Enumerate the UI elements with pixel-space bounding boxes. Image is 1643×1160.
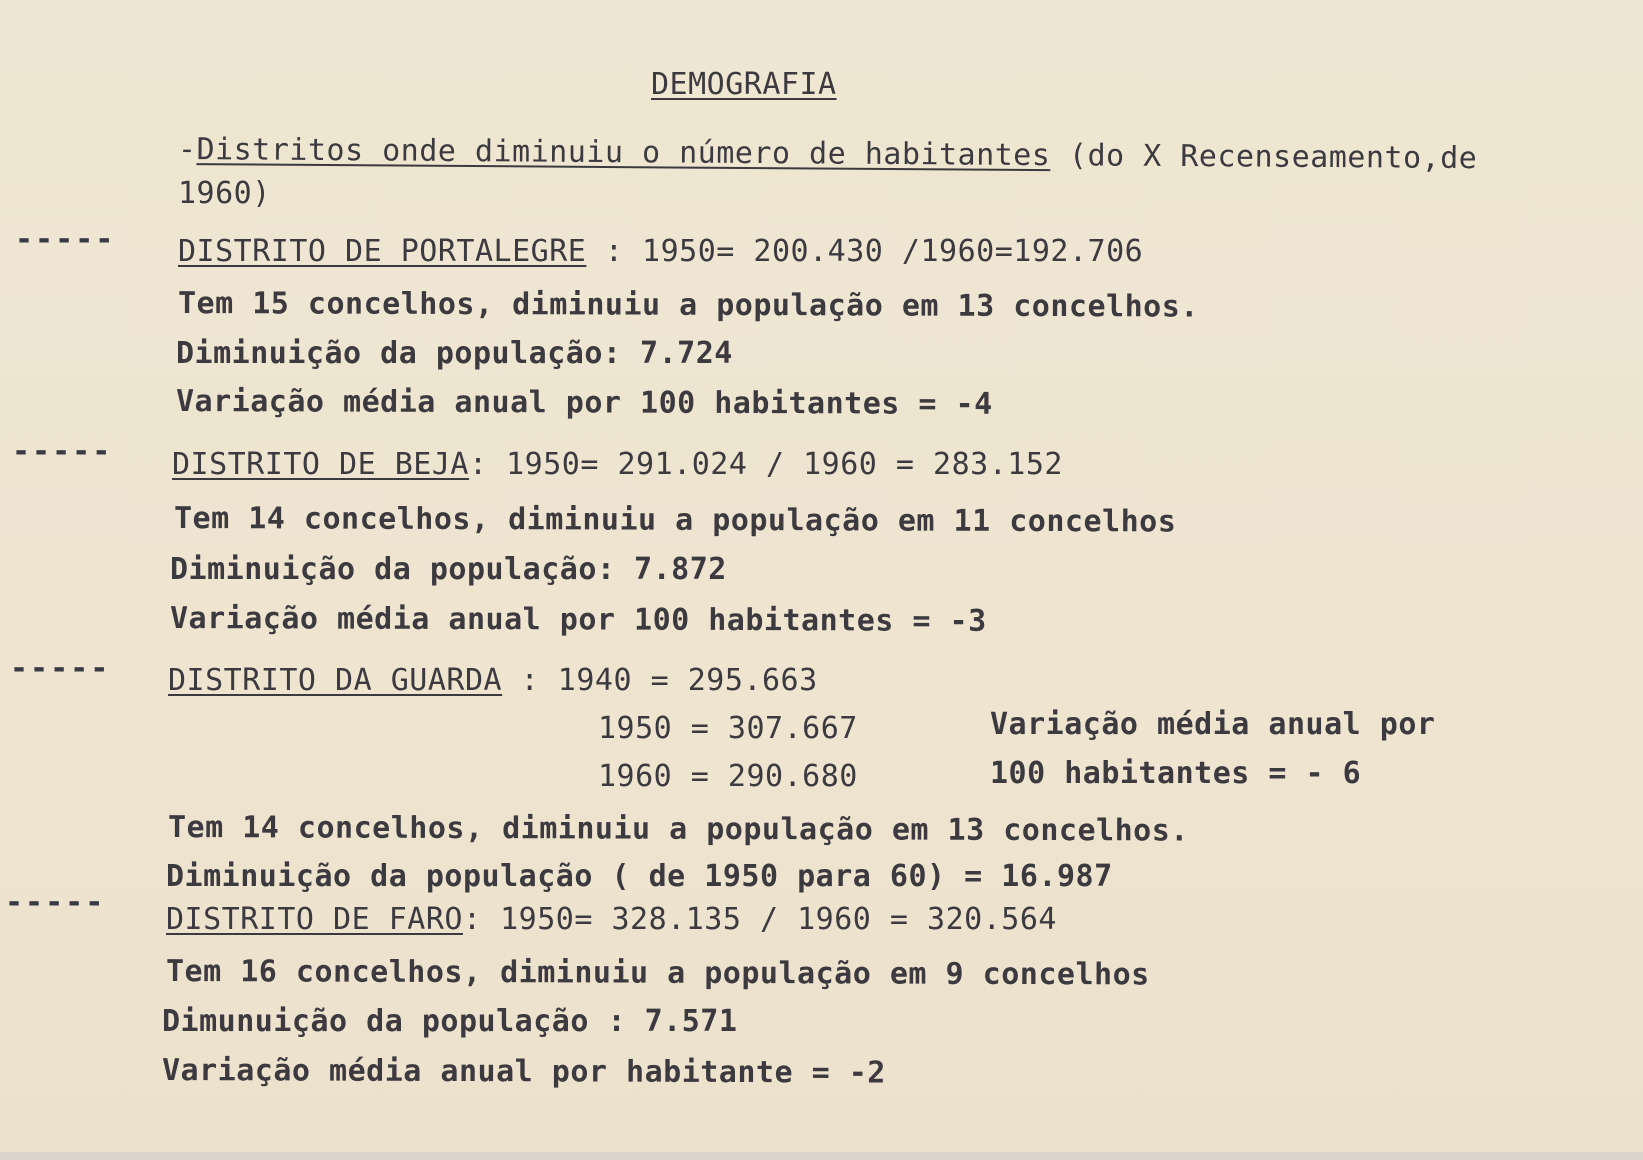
portalegre-diminuicao: Diminuição da população: 7.724 bbox=[176, 336, 733, 371]
portalegre-name: DISTRITO DE PORTALEGRE bbox=[178, 234, 587, 269]
separator-guarda: ----- bbox=[10, 651, 111, 686]
page-title: DEMOGRAFIA bbox=[651, 67, 837, 102]
faro-figures: : 1950= 328.135 / 1960 = 320.564 bbox=[462, 902, 1057, 937]
guarda-fig-1960: 1960 = 290.680 bbox=[598, 759, 858, 794]
faro-name: DISTRITO DE FARO bbox=[166, 902, 463, 937]
guarda-diminuicao: Diminuição da população ( de 1950 para 60) = 16.987 bbox=[166, 859, 1113, 894]
portalegre-concelhos: Tem 15 concelhos, diminuiu a população em 13 concelhos. bbox=[177, 286, 1199, 325]
faro-diminuicao: Dimunuição da população : 7.571 bbox=[162, 1004, 738, 1039]
guarda-name: DISTRITO DA GUARDA bbox=[168, 663, 503, 698]
intro-prefix: - bbox=[177, 132, 197, 168]
beja-concelhos: Tem 14 concelhos, diminuiu a população em 11 concelhos bbox=[173, 501, 1177, 540]
separator-portalegre: ----- bbox=[15, 222, 116, 257]
beja-figures: : 1950= 291.024 / 1960 = 283.152 bbox=[468, 447, 1063, 482]
guarda-concelhos: Tem 14 concelhos, diminuiu a população em 13 concelhos. bbox=[167, 810, 1189, 849]
beja-name: DISTRITO DE BEJA bbox=[172, 447, 469, 482]
intro-source-cont: 1960) bbox=[178, 176, 271, 211]
beja-diminuicao: Diminuição da população: 7.872 bbox=[170, 552, 727, 587]
portalegre-heading bbox=[178, 235, 1143, 269]
separator-faro: ----- bbox=[5, 885, 106, 920]
guarda-variacao-1: Variação média anual por bbox=[990, 707, 1436, 742]
guarda-variacao-2: 100 habitantes = - 6 bbox=[990, 756, 1362, 791]
guarda-fig-1950: 1950 = 307.667 bbox=[598, 711, 858, 746]
portalegre-variacao: Variação média anual por 100 habitantes = -4 bbox=[175, 384, 993, 422]
faro-heading bbox=[166, 903, 1057, 937]
intro-heading: Distritos onde diminuiu o número de habitantes bbox=[196, 132, 1051, 174]
separator-beja: ----- bbox=[12, 434, 113, 469]
faro-concelhos: Tem 16 concelhos, diminuiu a população em 9 concelhos bbox=[165, 954, 1150, 993]
guarda-fig-1940: : 1940 = 295.663 bbox=[520, 663, 818, 698]
intro-line bbox=[178, 133, 1478, 176]
intro-source: (do X Recenseamento,de bbox=[1068, 138, 1478, 177]
beja-variacao: Variação média anual por 100 habitantes = -3 bbox=[169, 601, 987, 639]
faro-variacao: Variação média anual por habitante = -2 bbox=[161, 1053, 886, 1091]
guarda-heading bbox=[168, 664, 818, 698]
portalegre-figures: : 1950= 200.430 /1960=192.706 bbox=[604, 234, 1144, 269]
beja-heading bbox=[172, 448, 1063, 482]
